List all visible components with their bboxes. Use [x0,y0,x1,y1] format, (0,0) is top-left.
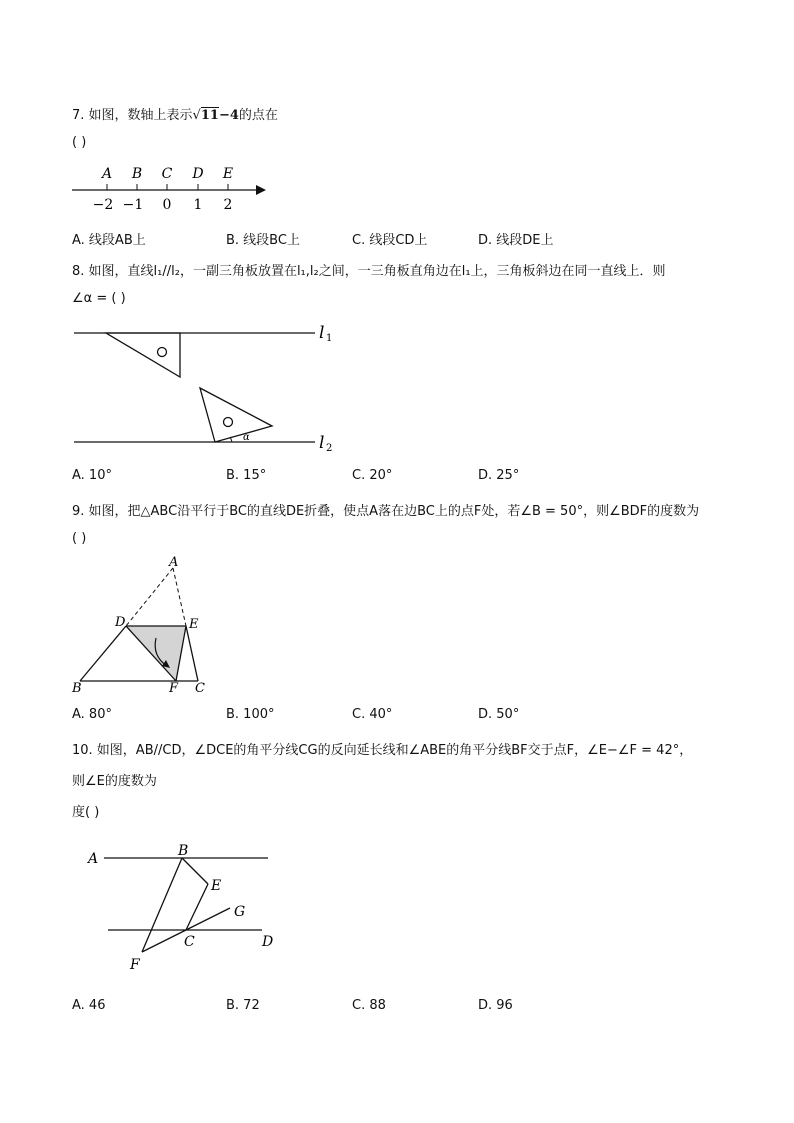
q9-option-a[interactable]: A. 80° [72,707,112,722]
sqrt-sign: √ [192,108,201,123]
label-e: E [211,878,222,894]
axis-num-2: −1 [122,197,144,213]
q7-radicand: 11 [200,108,219,123]
q8-option-a[interactable]: A. 10° [72,468,112,483]
q8-option-b[interactable]: B. 15° [226,468,267,483]
segment-bf [142,858,182,952]
axis-num-3: 0 [162,197,172,213]
q10-option-d[interactable]: D. 96 [478,998,513,1013]
axis-letter-a: A [101,166,113,182]
q7-answer-paren: ( ) [72,135,87,150]
q9-option-b[interactable]: B. 100° [226,707,275,722]
q10-option-b[interactable]: B. 72 [226,998,260,1013]
axis-letter-e: E [222,166,234,182]
q10-option-a[interactable]: A. 46 [72,998,106,1013]
label-l1: l [319,323,325,343]
q9-figure [70,556,220,696]
axis-num-5: 2 [223,197,233,213]
axis-letter-d: D [192,166,204,182]
q7-stem [72,104,278,123]
label-b: B [72,681,82,696]
label-c: C [195,681,205,696]
axis-num-4: 1 [193,197,203,213]
axis-arrow [256,185,266,195]
axis-letter-c: C [161,166,173,182]
q9-answer-paren: ( ) [72,531,87,546]
q7-stem-prefix: 7. 如图，数轴上表示 [72,108,193,123]
label-g: G [234,904,246,920]
label-a: A [88,851,99,867]
label-f: F [130,957,140,973]
label-e: E [189,617,199,632]
label-d: D [262,934,274,950]
q7-number-line [70,164,270,214]
segment-be [182,858,208,884]
q8-figure [72,322,342,457]
q8-option-c[interactable]: C. 20° [352,468,393,483]
label-f: F [169,681,179,696]
q10-option-c[interactable]: C. 88 [352,998,386,1013]
lower-triangle-hole [224,418,233,427]
label-l1-sub: 1 [326,333,333,344]
q7-option-b[interactable]: B. 线段BC上 [226,233,300,248]
q10-stem: 10. 如图，AB//CD，∠DCE的角平分线CG的反向延长线和∠ABE的角平分线BF交于点F，∠E−∠F = 42°， [72,743,693,758]
q9-stem: 9. 如图，把△ABC沿平行于BC的直线DE折叠，使点A落在边BC上的点F处，若∠B = 50°，则∠BDF的度数为 [72,504,700,519]
segment-ec [186,626,198,681]
q9-option-c[interactable]: C. 40° [352,707,393,722]
q8-option-d[interactable]: D. 25° [478,468,520,483]
q7-option-c[interactable]: C. 线段CD上 [352,233,428,248]
label-l2-sub: 2 [326,443,333,454]
q7-minus: −4 [218,108,239,123]
q7-option-d[interactable]: D. 线段DE上 [478,233,554,248]
dashed-ad [126,568,173,626]
q10-stem-line2: 则∠E的度数为 [72,774,157,789]
label-alpha: α [243,432,250,443]
q8-stem: 8. 如图，直线l₁//l₂，一副三角板放置在l₁,l₂之间，一三角板直角边在l₁上，三角板斜边在同一直线上．则 [72,264,666,279]
q9-option-d[interactable]: D. 50° [478,707,520,722]
dashed-ae [173,568,186,626]
upper-triangle-hole [158,348,167,357]
axis-letter-b: B [131,166,143,182]
label-c: C [184,934,195,950]
upper-triangle [106,333,180,377]
q8-stem-line2: ∠α = ( ) [72,291,126,306]
label-d: D [115,615,126,630]
label-l2: l [319,433,325,453]
q7-option-a[interactable]: A. 线段AB上 [72,233,146,248]
lower-triangle [200,388,272,442]
label-b: B [178,843,189,859]
q10-figure [84,842,299,972]
q10-stem-line3: 度( ) [72,805,100,820]
segment-bd [80,626,126,681]
label-a: A [169,555,179,570]
segment-ec [186,884,208,930]
axis-num-1: −2 [92,197,114,213]
q7-stem-suffix: 的点在 [238,108,278,123]
